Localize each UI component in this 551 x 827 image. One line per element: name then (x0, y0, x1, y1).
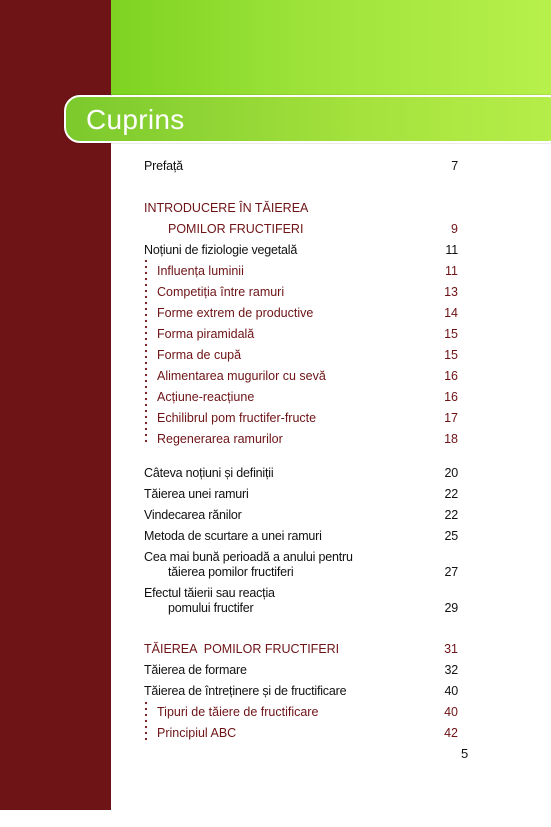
toc-entry-label: Tăierea unei ramuri (144, 487, 249, 501)
toc-entry-page: 42 (444, 726, 458, 740)
toc-entry-page: 20 (444, 466, 458, 480)
toc-entry-label: Câteva noțiuni și definiții (144, 466, 274, 480)
toc-entry-label: Efectul tăierii sau reacția (144, 586, 275, 600)
page-title: Cuprins (86, 104, 185, 135)
toc-entry-label: Principiul ABC (157, 726, 237, 740)
toc-entry-page: 29 (444, 601, 458, 615)
toc-entry-page: 40 (444, 705, 458, 719)
toc-entry-label: TĂIEREA POMILOR FRUCTIFERI (144, 642, 340, 656)
toc-entry-label: Vindecarea rănilor (144, 508, 242, 522)
toc-entry-label: Tipuri de tăiere de fructificare (157, 705, 319, 719)
toc-entry-page: 18 (444, 432, 458, 446)
toc-entry-page: 40 (444, 684, 458, 698)
toc-entry-page: 14 (444, 306, 458, 320)
toc-entry-label: pomului fructifer (168, 601, 254, 615)
toc-entry-label: Prefață (144, 159, 183, 173)
toc-entry-page: 13 (444, 285, 458, 299)
toc-entry-label: tăierea pomilor fructiferi (168, 565, 294, 579)
toc-entry-label: POMILOR FRUCTIFERI (168, 222, 304, 236)
toc-entry-label: Forme extrem de productive (157, 306, 314, 320)
toc-entry-page: 22 (444, 487, 458, 501)
toc-entry-page: 9 (451, 222, 458, 236)
toc-entry-label: Forma piramidală (157, 327, 255, 341)
toc-entry-label: Tăierea de întreținere și de fructificare (144, 684, 347, 698)
toc-entry-page: 25 (444, 529, 458, 543)
toc-entry-label: Metoda de scurtare a unei ramuri (144, 529, 322, 543)
toc-entry-page: 22 (444, 508, 458, 522)
toc-entry-page: 17 (444, 411, 458, 425)
toc-entry-label: Echilibrul pom fructifer-fructe (157, 411, 317, 425)
toc-entry-label: Tăierea de formare (144, 663, 247, 677)
toc-entry-page: 31 (444, 642, 458, 656)
toc-entry-page: 15 (444, 348, 458, 362)
sub-list-dots (144, 258, 148, 444)
toc-entry-page: 7 (451, 159, 458, 173)
toc-entry-label: Cea mai bună perioadă a anului pentru (144, 550, 353, 564)
toc-entry-page: 16 (444, 369, 458, 383)
toc-entry-label: INTRODUCERE ÎN TĂIEREA (144, 201, 309, 215)
toc-entry-label: Competiția între ramuri (157, 285, 285, 299)
toc-entry-label: Forma de cupă (157, 348, 242, 362)
toc-entry-page: 32 (444, 663, 458, 677)
page-number: 5 (461, 746, 469, 761)
toc-entry-page: 16 (444, 390, 458, 404)
sub-list-dots (144, 700, 148, 744)
toc-entry-label: Regenerarea ramurilor (157, 432, 283, 446)
toc-entry-page: 11 (445, 243, 458, 257)
toc-entry-page: 15 (444, 327, 458, 341)
toc-entry-label: Noțiuni de fiziologie vegetală (144, 243, 298, 257)
toc-entry-label: Acțiune-reacțiune (157, 390, 255, 404)
toc-entry-page: 27 (444, 565, 458, 579)
toc-entry-label: Influența luminii (157, 264, 244, 278)
toc-entry-page: 11 (445, 264, 458, 278)
toc-entry-label: Alimentarea mugurilor cu sevă (157, 369, 326, 383)
